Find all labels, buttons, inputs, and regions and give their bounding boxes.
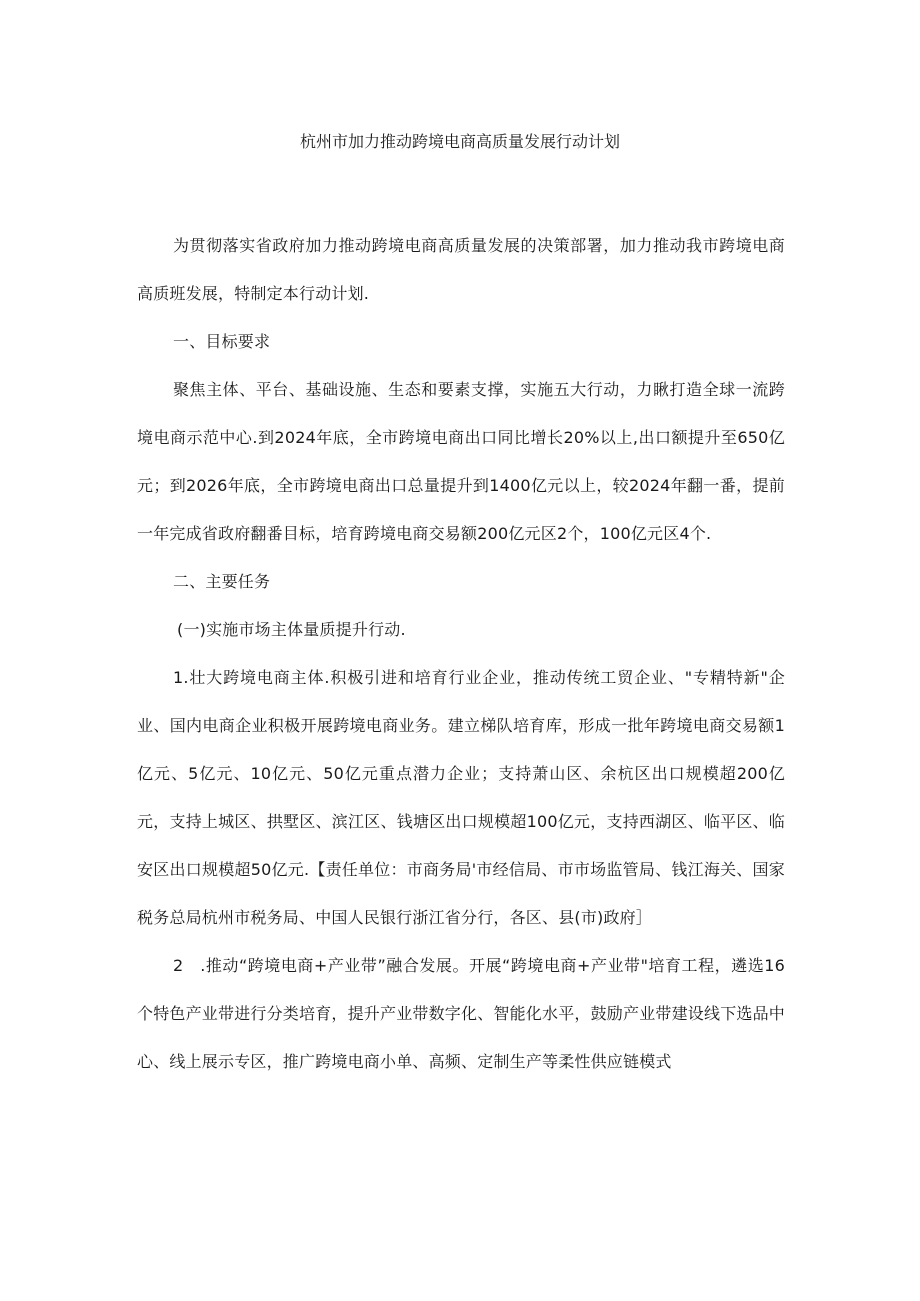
document-body [137, 222, 785, 1086]
goals-paragraph: 聚焦主体、平台、基础设施、生态和要素支撑，实施五大行动，力瞅打造全球一流跨境电商示范中心.到2024年底，全市跨境电商出口同比增长20%以上,出口额提升至650亿元；到2026年底，全市跨境电商出口总量提升到1400亿元以上，较2024年翻一番，提前一年完成省政府翻番目标，培育跨境电商交易额200亿元区2个，100亿元区4个. [137, 380, 785, 543]
intro-paragraph: 为贯彻落实省政府加力推动跨境电商高质量发展的决策部署，加力推动我市跨境电商高质班发展，特制定本行动计划. [137, 236, 785, 303]
subsection-heading-1: (一)实施市场主体量质提升行动. [177, 620, 406, 639]
task-paragraph-1: 1.壮大跨境电商主体.积极引进和培育行业企业，推动传统工贸企业、"专精特新"企业、国内电商企业积极开展跨境电商业务。建立梯队培育库，形成一批年跨境电商交易额1亿元、5亿元、10亿元、50亿元重点潜力企业；支持萧山区、余杭区出口规模超200亿元，支持上城区、拱墅区、滨江区、钱塘区出口规模超100亿元，支持西湖区、临平区、临安区出口规模超50亿元.【责任单位：市商务局'市经信局、市市场监管局、钱江海关、国家税务总局杭州市税务局、中国人民银行浙江省分行，各区、县(市)政府］ [137, 668, 785, 927]
section-heading-tasks: 二、主要任务 [173, 572, 271, 591]
section-heading-goals: 一、目标要求 [173, 332, 271, 351]
document-title: 杭州市加力推动跨境电商高质量发展行动计划 [299, 132, 620, 151]
task-paragraph-2: 2 .推动“跨境电商+产业带”融合发展。开展“跨境电商+产业带"培育工程，遴选16个特色产业带进行分类培育，提升产业带数字化、智能化水平，鼓励产业带建设线下选品中心、线上展示专区，推广跨境电商小单、高频、定制生产等柔性供应链模式 [137, 956, 786, 1071]
